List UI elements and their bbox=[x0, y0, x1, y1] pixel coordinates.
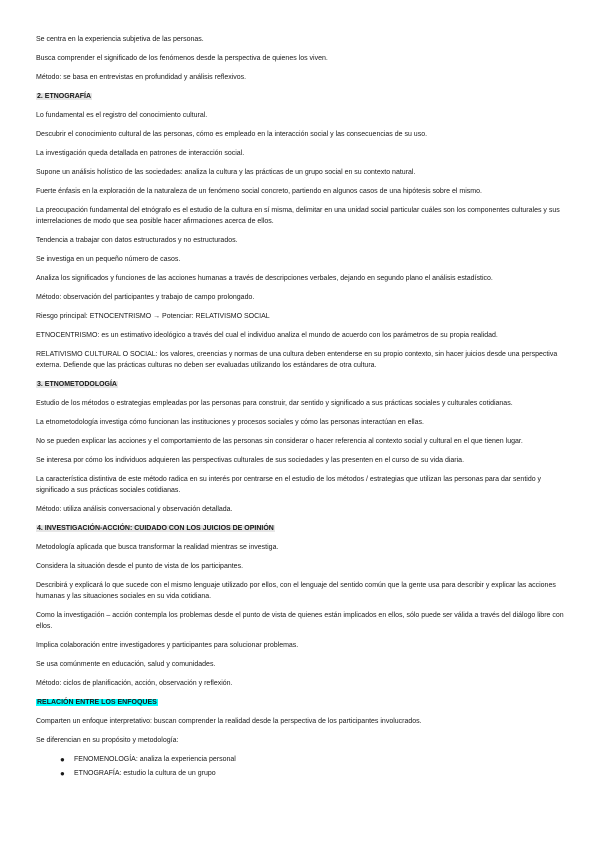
paragraph: Se diferencian en su propósito y metodología: bbox=[36, 737, 179, 744]
section-heading-investigacion-accion: 4. INVESTIGACIÓN-ACCIÓN: CUIDADO CON LOS JUICIOS DE OPINIÓN bbox=[37, 525, 274, 532]
paragraph: Supone un análisis holístico de las sociedades: analiza la cultura y las prácticas de un grupo social en su contexto natural. bbox=[36, 169, 416, 176]
list-item: ● FENOMENOLOGÍA: analiza la experiencia personal bbox=[60, 755, 236, 764]
bullet-icon: ● bbox=[60, 769, 65, 778]
bullet-list bbox=[36, 754, 566, 779]
paragraph: Descubrir el conocimiento cultural de las personas, cómo es empleado en la interacción social y las consecuencias de su uso. bbox=[36, 131, 428, 138]
paragraph: Estudio de los métodos o estrategias empleadas por las personas para construir, dar sentido y significado a sus prácticas sociales y culturales cotidianas. bbox=[36, 400, 513, 407]
section-heading-etnografia: 2. ETNOGRAFÍA bbox=[37, 93, 92, 100]
paragraph: La preocupación fundamental del etnógrafo es el estudio de la cultura en sí misma, delimitar en una unidad social particular cuáles son los componentes culturales y sus interrelaciones de modo que sea posible hacer afirmaciones acerca de ellos. bbox=[36, 207, 560, 225]
section-heading-relacion: RELACIÓN ENTRE LOS ENFOQUES bbox=[37, 699, 157, 706]
paragraph: Método: utiliza análisis conversacional y observación detallada. bbox=[36, 506, 233, 513]
paragraph: Método: ciclos de planificación, acción, observación y reflexión. bbox=[36, 680, 233, 687]
paragraph: Considera la situación desde el punto de vista de los participantes. bbox=[36, 563, 244, 570]
paragraph: Método: observación del participantes y trabajo de campo prolongado. bbox=[36, 294, 255, 301]
section-heading-etnometodologia: 3. ETNOMETODOLOGÍA bbox=[37, 381, 117, 388]
paragraph: Busca comprender el significado de los fenómenos desde la perspectiva de quienes los viven. bbox=[36, 55, 328, 62]
paragraph-riesgo: Riesgo principal: ETNOCENTRISMO → Potenciar: RELATIVISMO SOCIAL bbox=[36, 313, 270, 320]
paragraph: Como la investigación – acción contempla los problemas desde el punto de vista de quienes están implicados en ellos, sólo puede ser válida a través del diálogo libre con ellos. bbox=[36, 612, 564, 630]
paragraph: Lo fundamental es el registro del conocimiento cultural. bbox=[36, 112, 208, 119]
paragraph: Tendencia a trabajar con datos estructurados y no estructurados. bbox=[36, 237, 238, 244]
paragraph: Implica colaboración entre investigadores y participantes para solucionar problemas. bbox=[36, 642, 299, 649]
paragraph: La investigación queda detallada en patrones de interacción social. bbox=[36, 150, 245, 157]
paragraph: La etnometodología investiga cómo funcionan las instituciones y procesos sociales y cómo las personas interactúan en ellas. bbox=[36, 419, 424, 426]
paragraph: Comparten un enfoque interpretativo: buscan comprender la realidad desde la perspectiva de los participantes involucrados. bbox=[36, 718, 422, 725]
paragraph: Analiza los significados y funciones de las acciones humanas a través de descripciones verbales, dejando en segundo plano el análisis estadístico. bbox=[36, 275, 493, 282]
paragraph: Se centra en la experiencia subjetiva de las personas. bbox=[36, 36, 204, 43]
paragraph: ETNOCENTRISMO: es un estimativo ideológico a través del cual el individuo analiza el mundo de acuerdo con los parámetros de su propia realidad. bbox=[36, 332, 498, 339]
paragraph: Metodología aplicada que busca transformar la realidad mientras se investiga. bbox=[36, 544, 279, 551]
list-item: ● ETNOGRAFÍA: estudio la cultura de un grupo bbox=[60, 769, 216, 778]
bullet-icon: ● bbox=[60, 755, 65, 764]
paragraph: Fuerte énfasis en la exploración de la naturaleza de un fenómeno social concreto, partiendo en algunos casos de una hipótesis sobre el mismo. bbox=[36, 188, 482, 195]
paragraph: No se pueden explicar las acciones y el comportamiento de las personas sin considerar o hacer referencia al contexto social y cultural en el que tienen lugar. bbox=[36, 438, 523, 445]
paragraph: Describirá y explicará lo que sucede con el mismo lenguaje utilizado por ellos, con el lenguaje del sentido común que la gente usa para describir y explicar las acciones humanas y las situaciones sociales en su vida cotidiana. bbox=[36, 582, 556, 600]
paragraph: La característica distintiva de este método radica en su interés por centrarse en el estudio de los métodos / estrategias que utilizan las personas para dar sentido y significado a sus prácticas sociales cotidianas. bbox=[36, 476, 542, 494]
paragraph: Se interesa por cómo los individuos adquieren las perspectivas culturales de sus sociedades y las presenten en el curso de su vida diaria. bbox=[36, 457, 465, 464]
paragraph: Método: se basa en entrevistas en profundidad y análisis reflexivos. bbox=[36, 74, 247, 81]
paragraph: RELATIVISMO CULTURAL O SOCIAL: los valores, creencias y normas de una cultura deben entenderse en su propio contexto, sin hacer juicios desde una perspectiva externa. Defiende que las prácticas culturas no deben ser evaluadas utilizando los estándares de otra cultura. bbox=[36, 351, 558, 369]
paragraph: Se usa comúnmente en educación, salud y comunidades. bbox=[36, 661, 216, 668]
paragraph: Se investiga en un pequeño número de casos. bbox=[36, 256, 181, 263]
